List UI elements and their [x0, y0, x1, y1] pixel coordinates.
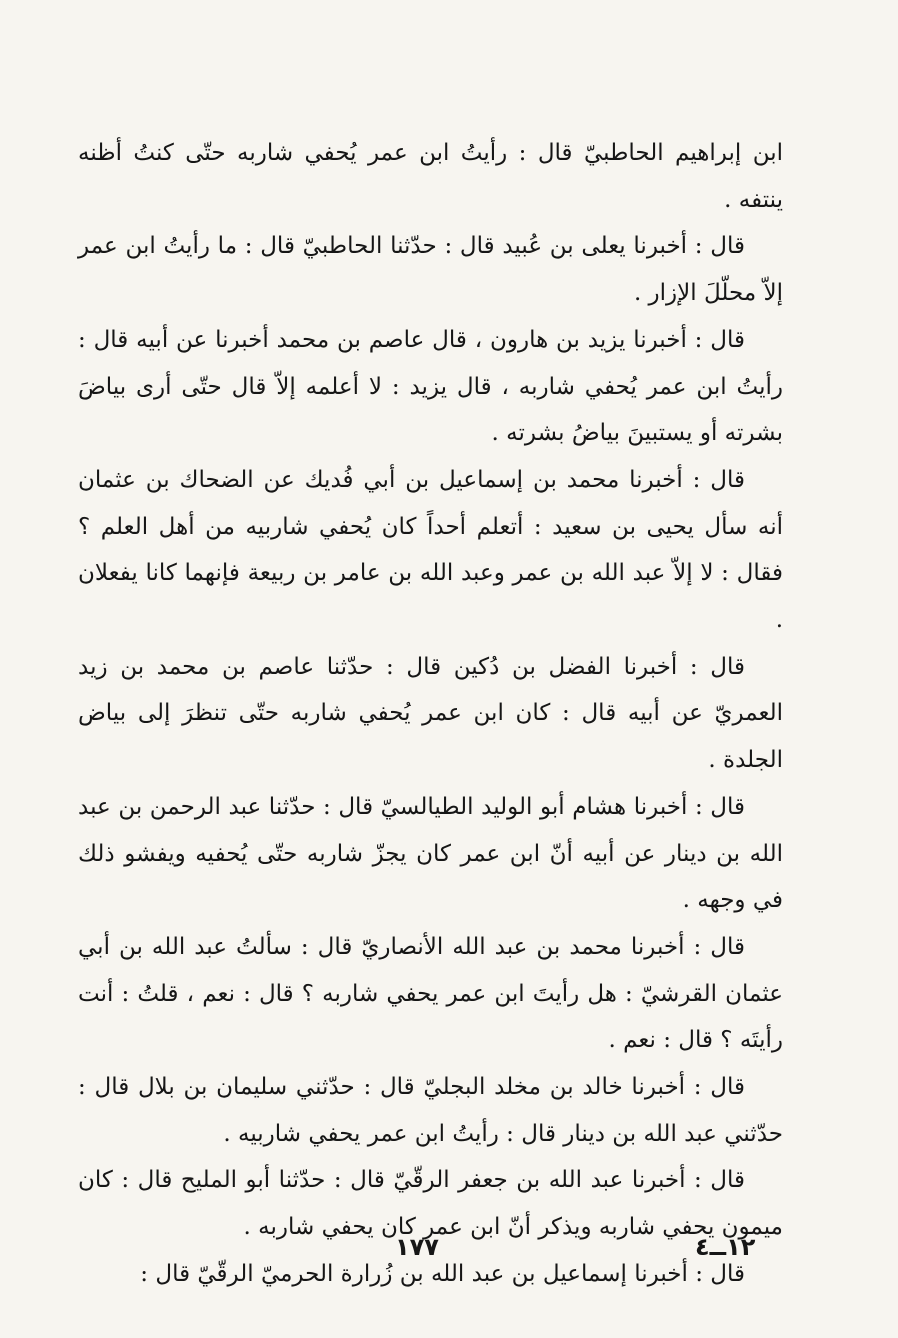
- paragraph: قال : أخبرنا محمد بن عبد الله الأنصاريّ قال : سألتُ عبد الله بن أبي عثمان القرشيّ : هل رأيتَ ابن عمر يحفي شاربه ؟ قال : نعم ، قلتُ : أنت رأيتَه ؟ قال : نعم .: [78, 933, 783, 1054]
- page-footer: [0, 1233, 898, 1273]
- paragraph: قال : أخبرنا الفضل بن دُكين قال : حدّثنا عاصم بن محمد بن زيد العمريّ عن أبيه قال : كان ابن عمر يُحفي شاربه حتّى تنظرَ إلى بياض الجلدة .: [78, 653, 783, 774]
- page-number: ١٧٧: [395, 1233, 439, 1261]
- paragraph: قال : أخبرنا خالد بن مخلد البجليّ قال : حدّثني سليمان بن بلال قال : حدّثني عبد الله بن دينار قال : رأيتُ ابن عمر يحفي شاربيه .: [78, 1074, 783, 1147]
- paragraph: قال : أخبرنا هشام أبو الوليد الطيالسيّ قال : حدّثنا عبد الرحمن بن عبد الله بن دينار عن أبيه أنّ ابن عمر كان يجزّ شاربه حتّى يُحفيه ويفشو ذلك في وجهه .: [78, 793, 783, 914]
- paragraph: قال : أخبرنا يعلى بن عُبيد قال : حدّثنا الحاطبيّ قال : ما رأيتُ ابن عمر إلاّ محلّلَ الإزار .: [78, 233, 783, 307]
- paragraph: ابن إبراهيم الحاطبيّ قال : رأيتُ ابن عمر يُحفي شاربه حتّى كنتُ أظنه ينتفه .: [78, 140, 783, 213]
- paragraph: قال : أخبرنا إسماعيل بن عبد الله بن زُرارة الحرميّ الرقّيّ قال :: [140, 1260, 745, 1287]
- paragraph: قال : أخبرنا محمد بن إسماعيل بن أبي فُديك عن الضحاك بن عثمان أنه سأل يحيى بن سعيد : أتعلم أحداً كان يُحفي شاربيه من أهل العلم ؟ فقال : لا إلاّ عبد الله بن عمر وعبد الله بن عامر بن ربيعة فإنهما كانا يفعلان .: [78, 466, 783, 634]
- paragraph: قال : أخبرنا يزيد بن هارون ، قال عاصم بن محمد أخبرنا عن أبيه قال : رأيتُ ابن عمر يُحفي شاربه ، قال يزيد : لا أعلمه إلاّ قال حتّى أرى بياضَ بشرته أو يستبينَ بياضُ بشرته .: [78, 326, 783, 447]
- printer-signature: ١٢ــ٤: [695, 1233, 756, 1261]
- paragraph: قال : أخبرنا عبد الله بن جعفر الرقّيّ قال : حدّثنا أبو المليح قال : كان ميمون يحفي شاربه ويذكر أنّ ابن عمر كان يحفي شاربه .: [78, 1167, 783, 1241]
- body-text: [78, 130, 783, 1298]
